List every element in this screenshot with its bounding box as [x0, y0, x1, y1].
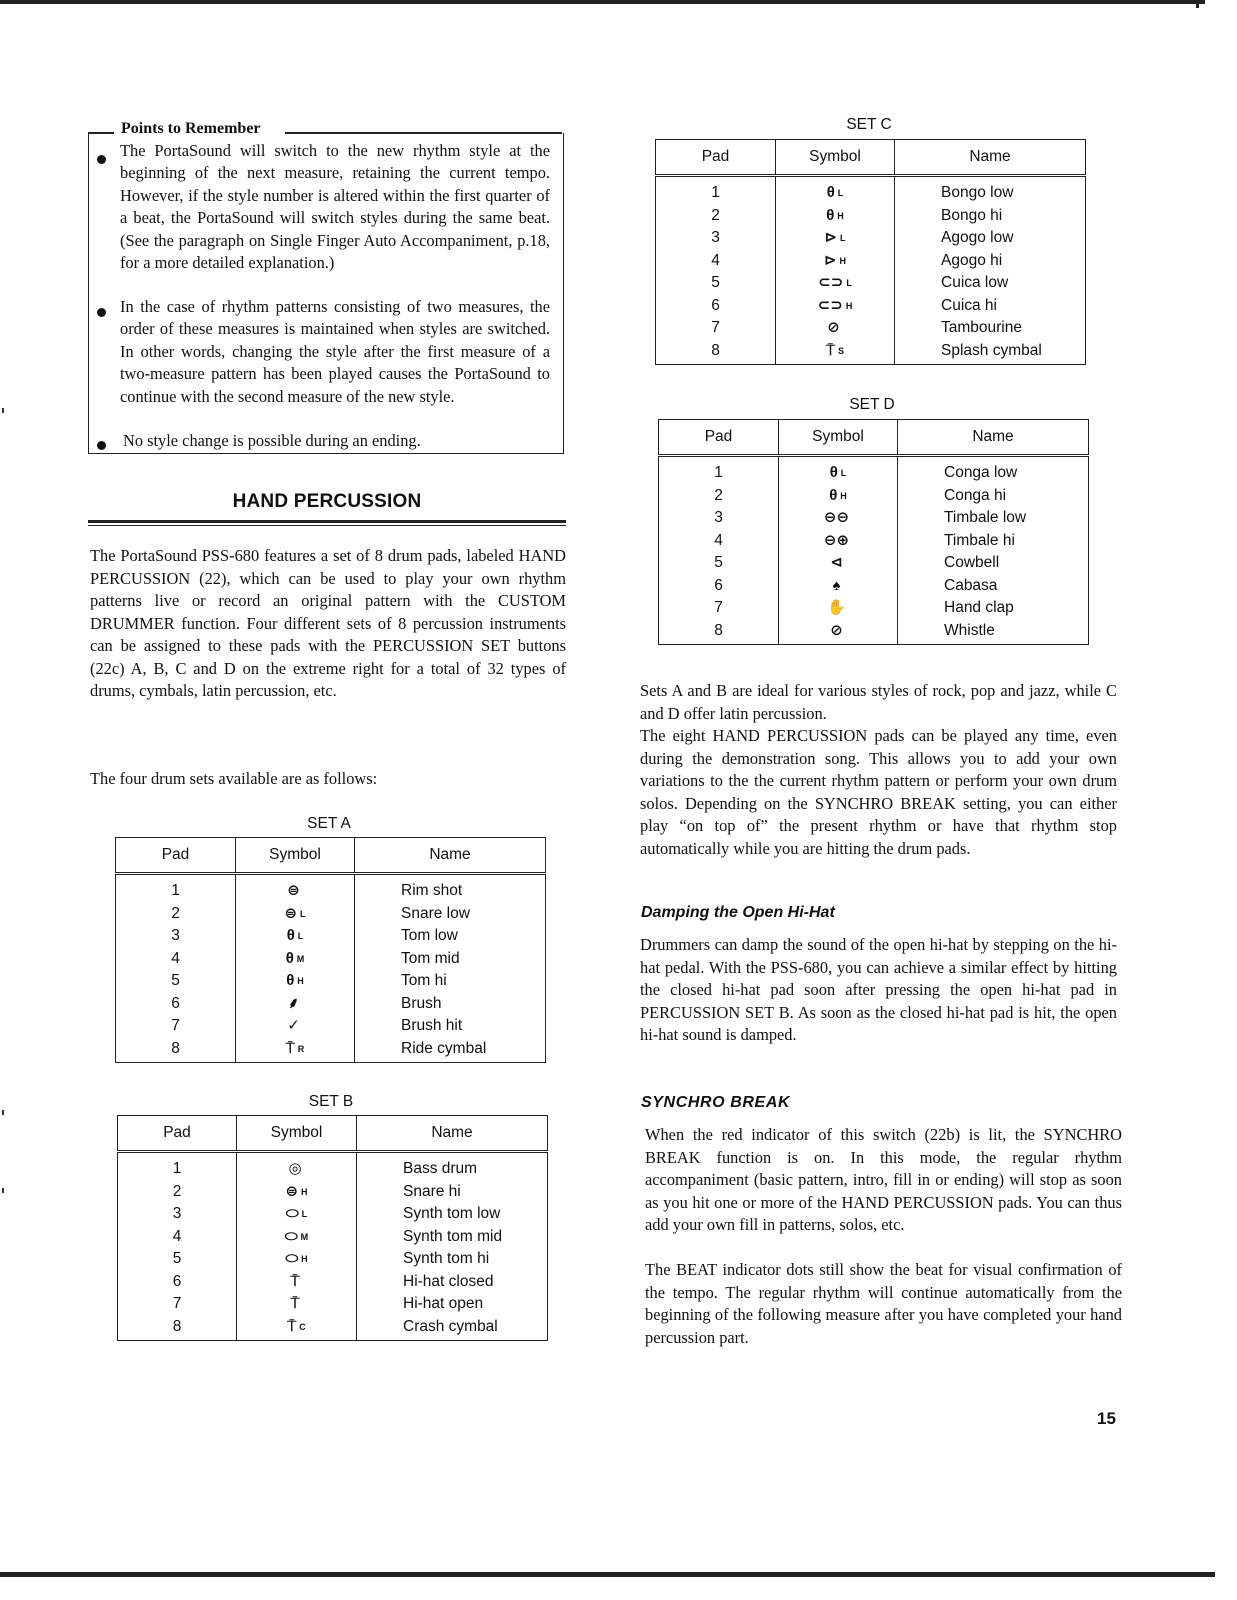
sets-note-paragraph: Sets A and B are ideal for various styles of rock, pop and jazz, while C and D offer latin percussion.: [640, 681, 1117, 723]
instrument-symbol-icon: [237, 1152, 357, 1181]
instrument-name: Snare low: [355, 903, 546, 926]
instrument-name: Crash cymbal: [357, 1316, 548, 1341]
instrument-name: Ride cymbal: [355, 1038, 546, 1063]
symbol-suffix: H: [845, 300, 853, 311]
pad-number: 2: [656, 205, 776, 228]
symbol-glyph: ⊳: [823, 251, 837, 269]
pad-number: 8: [659, 620, 779, 645]
pad-number: 4: [656, 250, 776, 273]
table-row: [659, 575, 1089, 598]
table-row: [656, 250, 1086, 273]
table-row: [116, 1038, 546, 1063]
pad-number: 1: [116, 874, 236, 903]
pad-header: Pad: [116, 838, 236, 874]
table-row: [116, 1015, 546, 1038]
instrument-symbol-icon: [779, 575, 898, 598]
symbol-glyph: ⬭: [284, 1227, 298, 1245]
pad-number: 3: [659, 507, 779, 530]
symbol-suffix: L: [846, 278, 852, 288]
table-row: [116, 948, 546, 971]
symbol-suffix: H: [839, 255, 847, 266]
instrument-symbol-icon: [776, 176, 895, 205]
table-row: [118, 1293, 548, 1316]
synchro-break-paragraph: When the red indicator of this switch (22b) is lit, the SYNCHRO BREAK function is on. In this mode, the regular rhythm accompaniment (basic pattern, intro, fill in or ending) will stop as soon as you hit one or more of the HAND PERCUSSION pads. You can thus add your own fill in patterns, solos, etc.: [645, 1125, 1122, 1234]
instrument-symbol-icon: [236, 993, 355, 1016]
instrument-name: Tambourine: [895, 317, 1086, 340]
pad-number: 6: [116, 993, 236, 1016]
set-a-table: [115, 837, 546, 1063]
pad-number: 8: [656, 340, 776, 365]
instrument-symbol-icon: [237, 1226, 357, 1249]
instrument-symbol-icon: [236, 874, 355, 903]
instrument-name: Brush hit: [355, 1015, 546, 1038]
symbol-suffix: L: [837, 188, 844, 198]
instrument-symbol-icon: [779, 552, 898, 575]
symbol-suffix: L: [840, 468, 847, 478]
instrument-symbol-icon: [779, 507, 898, 530]
instrument-name: Bass drum: [357, 1152, 548, 1181]
instrument-symbol-icon: [779, 597, 898, 620]
set-a-caption: SET A: [307, 815, 351, 832]
symbol-glyph: ⊳: [824, 229, 838, 246]
instrument-symbol-icon: [236, 970, 355, 993]
table-row: [118, 1271, 548, 1294]
pad-number: 8: [116, 1038, 236, 1063]
pad-number: 3: [116, 925, 236, 948]
table-row: [118, 1248, 548, 1271]
table-row: [659, 485, 1089, 508]
symbol-glyph: ⊘: [830, 621, 843, 639]
instrument-symbol-icon: [236, 1038, 355, 1063]
table-row: [659, 597, 1089, 620]
pad-number: 6: [659, 575, 779, 598]
instrument-symbol-icon: [779, 485, 898, 508]
symbol-glyph: ⸙: [287, 994, 300, 1012]
instrument-name: Synth tom hi: [357, 1248, 548, 1271]
table-row: [659, 507, 1089, 530]
symbol-glyph: θ: [285, 949, 294, 967]
table-row: [116, 970, 546, 993]
instrument-symbol-icon: [776, 227, 895, 250]
symbol-suffix: L: [301, 1209, 308, 1219]
pad-number: 5: [659, 552, 779, 575]
pad-number: 3: [656, 227, 776, 250]
symbol-glyph: ⊘: [827, 319, 840, 336]
pad-number: 8: [118, 1316, 237, 1341]
instrument-symbol-icon: [236, 925, 355, 948]
symbol-glyph: θ: [826, 184, 835, 201]
table-row: [118, 1316, 548, 1341]
pad-number: 6: [656, 295, 776, 318]
table-row: [656, 205, 1086, 228]
pad-number: 6: [118, 1271, 237, 1294]
table-row: [656, 295, 1086, 318]
pad-number: 3: [118, 1203, 237, 1226]
table-row: [116, 874, 546, 903]
symbol-suffix: M: [296, 953, 305, 964]
pad-number: 4: [659, 530, 779, 553]
symbol-glyph: ⊂⊃: [817, 296, 843, 314]
table-row: [656, 272, 1086, 295]
symbol-suffix: L: [300, 908, 306, 919]
instrument-symbol-icon: [237, 1181, 357, 1204]
symbol-glyph: ⊖⊖: [823, 509, 850, 526]
instrument-symbol-icon: [237, 1203, 357, 1226]
instrument-symbol-icon: [236, 903, 355, 926]
instrument-symbol-icon: [779, 530, 898, 553]
hand-percussion-heading: HAND PERCUSSION: [232, 491, 422, 512]
points-to-remember-title: Points to Remember: [121, 120, 261, 137]
pad-number: 5: [118, 1248, 237, 1271]
symbol-glyph: ⍑: [290, 1295, 300, 1312]
points-bullet-2: In the case of rhythm patterns consisting of two measures, the order of these measures is maintained when styles are switched. In other words, changing the style after the first measure of a two-measure pattern has been played causes the PortaSound to continue with the second measure of the new style.: [120, 297, 550, 406]
drum-sets-intro: The four drum sets available are as follows:: [90, 769, 378, 788]
symbol-glyph: θ: [829, 464, 838, 481]
name-header: Name: [895, 140, 1086, 176]
symbol-glyph: ⊜: [284, 904, 298, 922]
instrument-name: Tom low: [355, 925, 546, 948]
instrument-name: Conga low: [898, 456, 1089, 485]
symbol-glyph: ✋: [827, 599, 846, 616]
instrument-symbol-icon: [779, 620, 898, 645]
symbol-header: Symbol: [776, 140, 895, 176]
table-row: [118, 1152, 548, 1181]
symbol-header: Symbol: [236, 838, 355, 874]
instrument-name: Cowbell: [898, 552, 1089, 575]
heading-rule: [88, 520, 566, 523]
instrument-symbol-icon: [237, 1248, 357, 1271]
name-header: Name: [898, 420, 1089, 456]
table-row: [659, 620, 1089, 645]
symbol-glyph: θ: [286, 972, 295, 989]
instrument-name: Timbale low: [898, 507, 1089, 530]
pad-number: 7: [659, 597, 779, 620]
set-d-caption: SET D: [849, 396, 895, 413]
symbol-glyph: θ: [826, 206, 835, 224]
instrument-name: Hi-hat closed: [357, 1271, 548, 1294]
hand-percussion-intro: The PortaSound PSS-680 features a set of 8 drum pads, labeled HAND PERCUSSION (22), which can be used to play your own rhythm patterns live or record an original pattern with the CUSTOM DRUMMER function. Four different sets of 8 percussion instruments can be assigned to these pads with the PERCUSSION SET buttons (22c) A, B, C and D on the extreme right for a total of 32 types of drums, cymbals, latin percussion, etc.: [90, 546, 566, 700]
pad-number: 4: [116, 948, 236, 971]
set-c-table: [655, 139, 1086, 365]
symbol-glyph: ✓: [287, 1017, 300, 1034]
pad-number: 7: [656, 317, 776, 340]
symbol-suffix: S: [838, 345, 845, 356]
top-rule: [0, 0, 1205, 4]
table-row: [659, 456, 1089, 485]
bullet-dot: [97, 308, 106, 317]
top-rule-tick: [1196, 0, 1199, 8]
table-row: [118, 1226, 548, 1249]
instrument-symbol-icon: [236, 1015, 355, 1038]
symbol-glyph: ⊖⊕: [823, 531, 850, 549]
page-number: 15: [1097, 1409, 1116, 1428]
symbol-suffix: H: [840, 490, 847, 501]
margin-mark: [2, 1188, 4, 1193]
instrument-name: Rim shot: [355, 874, 546, 903]
symbol-suffix: L: [297, 931, 304, 941]
symbol-suffix: H: [297, 976, 304, 986]
bullet-dot: [97, 155, 106, 164]
symbol-glyph: θ: [829, 486, 838, 504]
table-row: [656, 340, 1086, 365]
symbol-glyph: ♠: [832, 576, 841, 594]
table-row: [118, 1181, 548, 1204]
symbol-glyph: ⍑: [825, 341, 835, 359]
symbol-suffix: H: [301, 1186, 308, 1197]
instrument-symbol-icon: [237, 1271, 357, 1294]
heading-rule: [88, 525, 566, 526]
instrument-name: Brush: [355, 993, 546, 1016]
symbol-suffix: C: [299, 1321, 306, 1332]
instrument-name: Whistle: [898, 620, 1089, 645]
symbol-glyph: ⊂⊃: [818, 274, 844, 291]
pad-header: Pad: [118, 1116, 237, 1152]
symbol-suffix: M: [300, 1231, 309, 1242]
instrument-symbol-icon: [237, 1316, 357, 1341]
instrument-name: Tom mid: [355, 948, 546, 971]
instrument-name: Tom hi: [355, 970, 546, 993]
symbol-suffix: L: [840, 233, 846, 243]
pad-number: 2: [116, 903, 236, 926]
instrument-name: Agogo low: [895, 227, 1086, 250]
points-bullet-3: No style change is possible during an ending.: [123, 431, 421, 450]
table-row: [659, 530, 1089, 553]
pad-number: 4: [118, 1226, 237, 1249]
instrument-name: Synth tom mid: [357, 1226, 548, 1249]
pad-number: 2: [118, 1181, 237, 1204]
symbol-glyph: ◎: [288, 1160, 302, 1177]
symbol-glyph: θ: [286, 927, 295, 944]
instrument-name: Bongo hi: [895, 205, 1086, 228]
instrument-name: Conga hi: [898, 485, 1089, 508]
pad-number: 2: [659, 485, 779, 508]
instrument-name: Hand clap: [898, 597, 1089, 620]
pad-header: Pad: [659, 420, 779, 456]
symbol-header: Symbol: [779, 420, 898, 456]
table-row: [656, 317, 1086, 340]
pad-number: 5: [656, 272, 776, 295]
name-header: Name: [355, 838, 546, 874]
instrument-symbol-icon: [776, 205, 895, 228]
bullet-dot: [97, 441, 106, 450]
damping-heading: Damping the Open Hi-Hat: [641, 904, 835, 921]
pad-number: 1: [118, 1152, 237, 1181]
symbol-suffix: R: [297, 1043, 305, 1054]
table-row: [116, 925, 546, 948]
instrument-symbol-icon: [776, 340, 895, 365]
instrument-name: Snare hi: [357, 1181, 548, 1204]
margin-mark: [2, 408, 4, 413]
points-bullet-1: The PortaSound will switch to the new rhythm style at the beginning of the next measure, retaining the current tempo. However, if the style number is altered within the first quarter of a beat, the PortaSound will switch styles during the same beat. (See the paragraph on Single Finger Auto Accompaniment, p.18, for a more detailed explanation.): [120, 141, 550, 273]
instrument-symbol-icon: [779, 456, 898, 485]
instrument-symbol-icon: [776, 250, 895, 273]
symbol-suffix: H: [301, 1254, 308, 1264]
instrument-symbol-icon: [776, 317, 895, 340]
instrument-name: Cuica low: [895, 272, 1086, 295]
set-b-caption: SET B: [308, 1093, 354, 1110]
margin-mark: [2, 1110, 4, 1115]
symbol-glyph: ⍑: [287, 1317, 297, 1335]
table-row: [116, 903, 546, 926]
pads-note-paragraph: The eight HAND PERCUSSION pads can be played any time, even during the demonstration song. This allows you to add your own variations to the the current rhythm pattern or perform your own drum solos. Depending on the SYNCHRO BREAK setting, you can either play “on top of” the present rhythm or have that rhythm stop automatically while you are hitting the drum pads.: [640, 726, 1117, 858]
pad-number: 5: [116, 970, 236, 993]
symbol-glyph: ⍑: [285, 1039, 295, 1057]
name-header: Name: [357, 1116, 548, 1152]
symbol-glyph: ⊲: [830, 554, 843, 571]
instrument-name: Timbale hi: [898, 530, 1089, 553]
symbol-glyph: ⍑: [290, 1272, 300, 1290]
instrument-name: Bongo low: [895, 176, 1086, 205]
synchro-break-heading: SYNCHRO BREAK: [641, 1094, 791, 1111]
instrument-symbol-icon: [776, 272, 895, 295]
symbol-glyph: ⊜: [287, 882, 300, 899]
instrument-name: Agogo hi: [895, 250, 1086, 273]
pad-number: 7: [118, 1293, 237, 1316]
bottom-rule: [0, 1572, 1215, 1577]
pad-number: 7: [116, 1015, 236, 1038]
table-row: [659, 552, 1089, 575]
symbol-header: Symbol: [237, 1116, 357, 1152]
pad-number: 1: [659, 456, 779, 485]
instrument-name: Cabasa: [898, 575, 1089, 598]
instrument-symbol-icon: [236, 948, 355, 971]
instrument-symbol-icon: [776, 295, 895, 318]
damping-paragraph: Drummers can damp the sound of the open hi-hat by stepping on the hi-hat pedal. With the PSS-680, you can achieve a similar effect by hitting the closed hi-hat pad soon after pressing the open hi-hat pad in PERCUSSION SET B. As soon as the closed hi-hat pad is hit, the open hi-hat sound is damped.: [640, 935, 1117, 1044]
set-d-table: [658, 419, 1089, 645]
instrument-name: Hi-hat open: [357, 1293, 548, 1316]
set-b-table: [117, 1115, 548, 1341]
instrument-symbol-icon: [237, 1293, 357, 1316]
pad-header: Pad: [656, 140, 776, 176]
symbol-suffix: H: [837, 210, 844, 221]
table-row: [656, 176, 1086, 205]
set-c-caption: SET C: [846, 116, 892, 133]
instrument-name: Splash cymbal: [895, 340, 1086, 365]
symbol-glyph: ⬭: [285, 1205, 299, 1222]
symbol-glyph: ⊜: [285, 1182, 299, 1200]
pad-number: 1: [656, 176, 776, 205]
table-row: [116, 993, 546, 1016]
table-row: [656, 227, 1086, 250]
instrument-name: Synth tom low: [357, 1203, 548, 1226]
beat-indicator-paragraph: The BEAT indicator dots still show the beat for visual confirmation of the tempo. The regular rhythm will continue automatically from the beginning of the following measure after you have completed your hand percussion part.: [645, 1260, 1122, 1347]
symbol-glyph: ⬭: [285, 1250, 299, 1267]
table-row: [118, 1203, 548, 1226]
instrument-name: Cuica hi: [895, 295, 1086, 318]
